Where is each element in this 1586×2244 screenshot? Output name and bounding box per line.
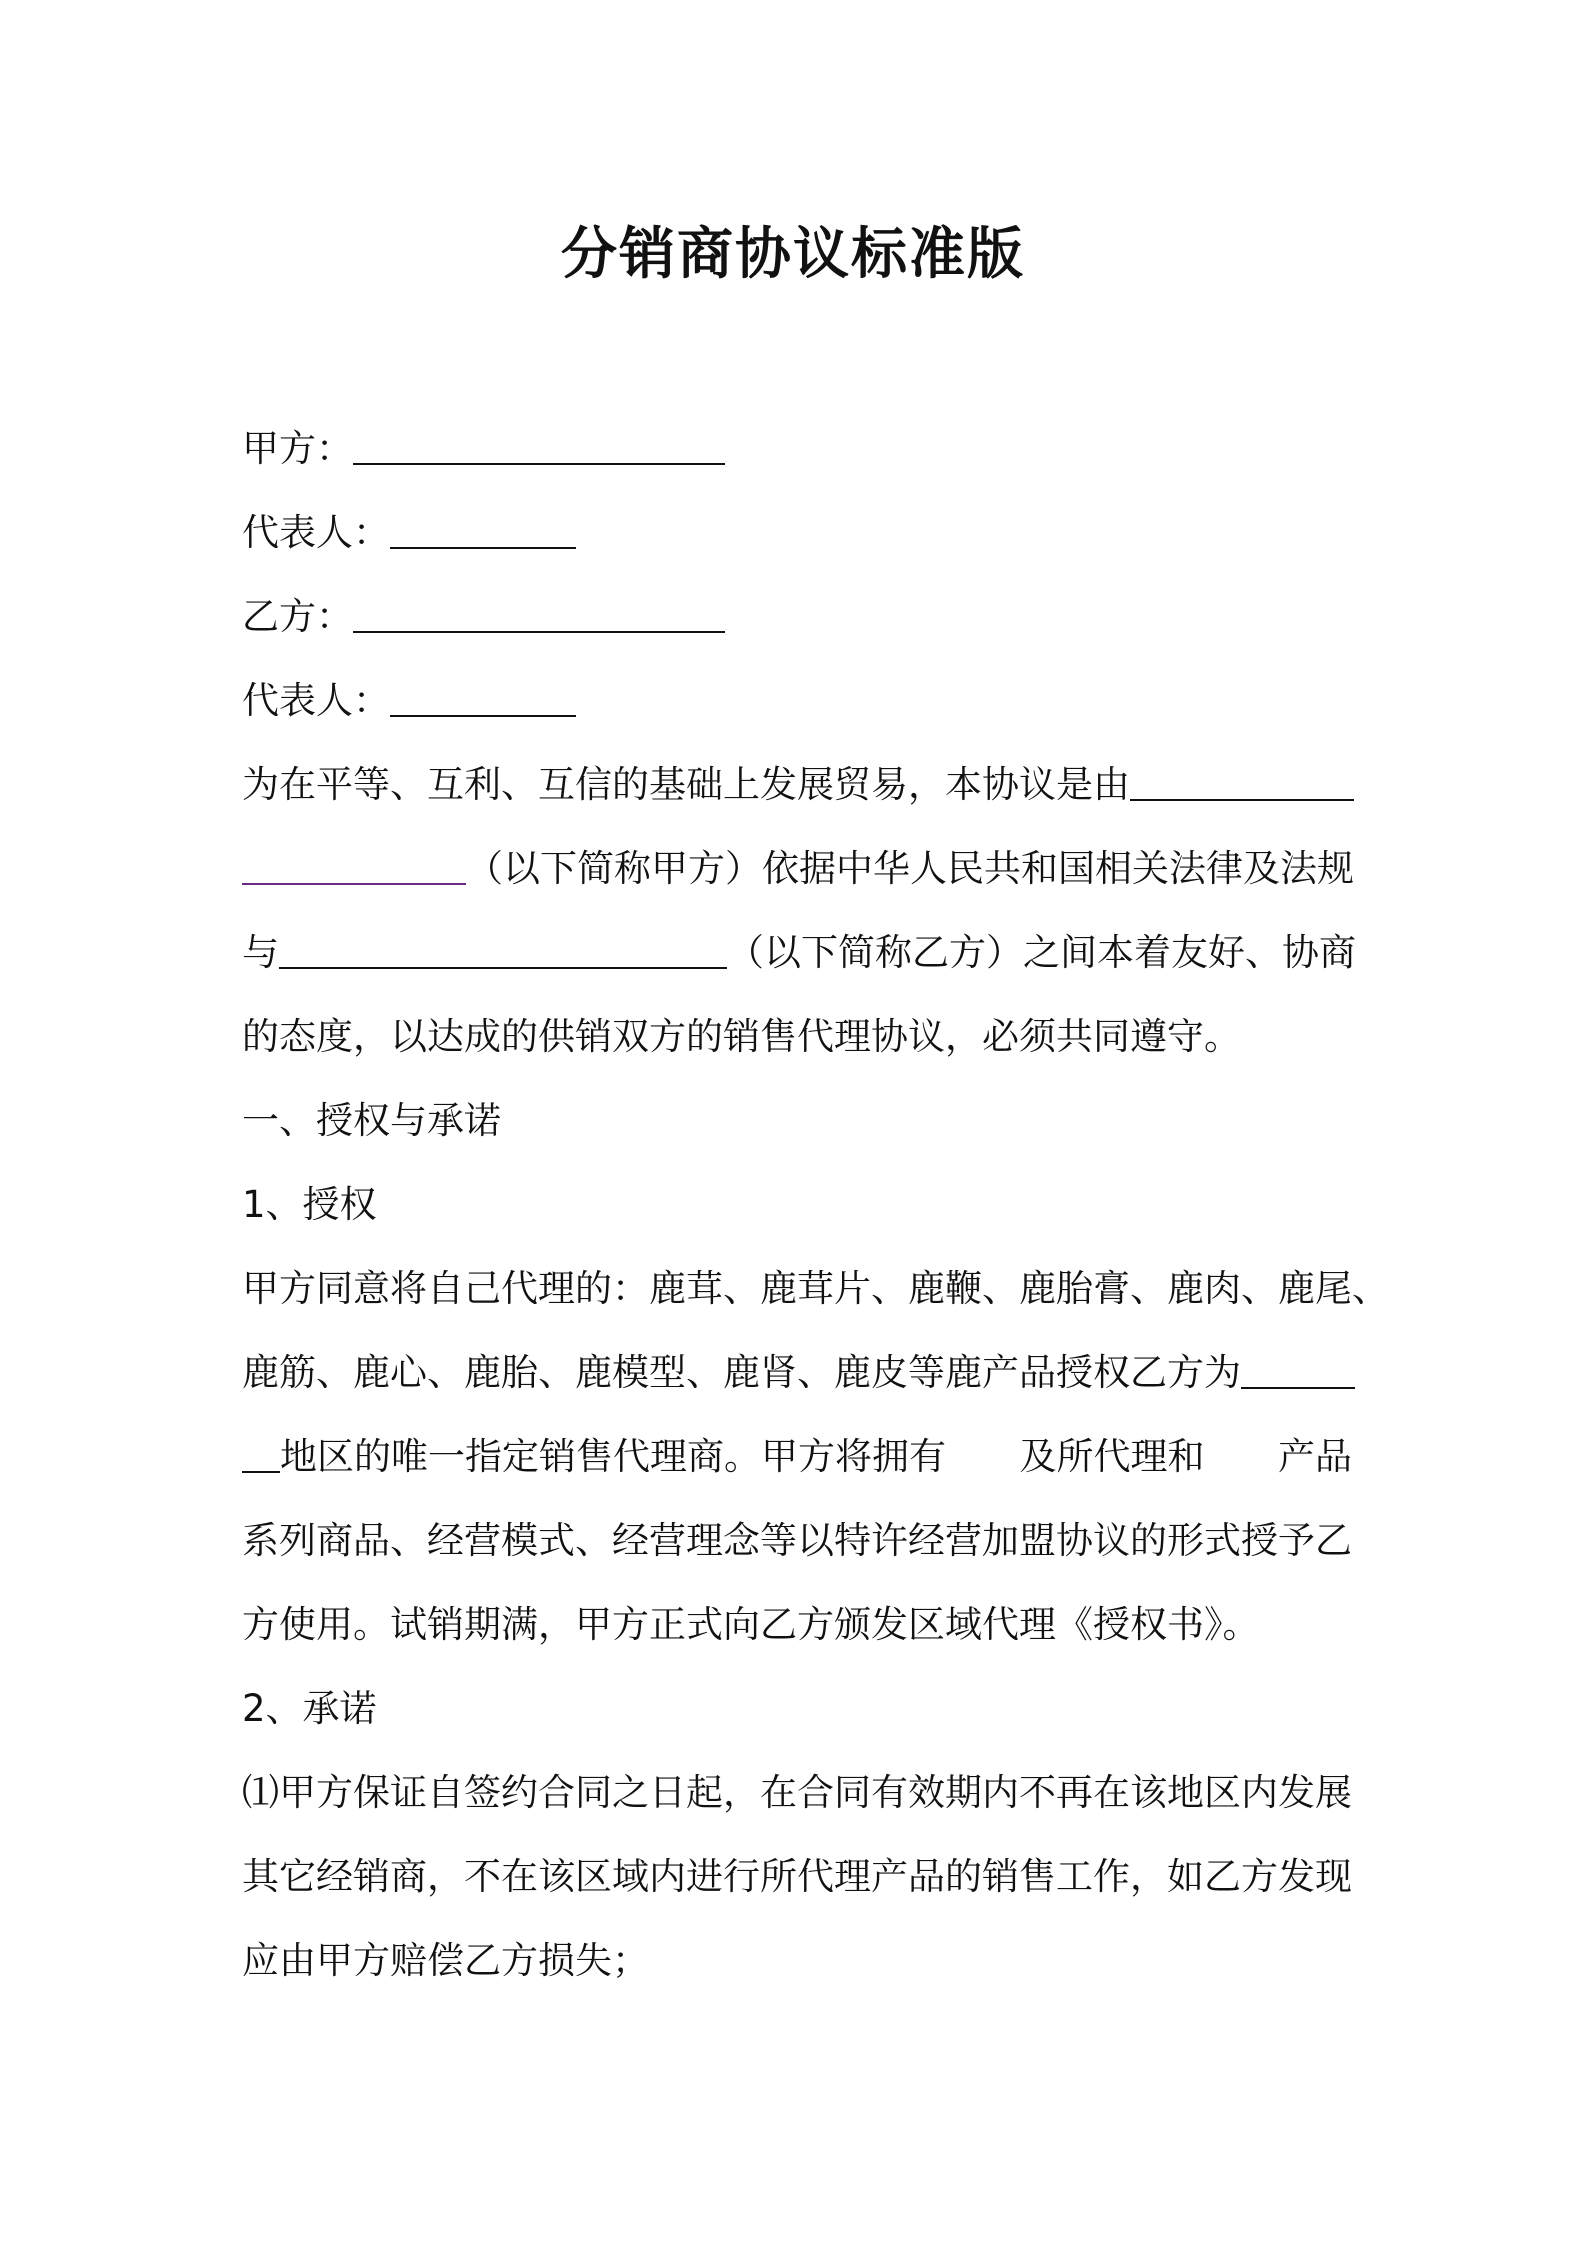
party-b-row xyxy=(242,575,1352,659)
document-title: 分销商协议标准版 xyxy=(561,222,1025,287)
preamble-line-4 xyxy=(242,995,1352,1079)
party-a-rep-label: 代表人： xyxy=(242,511,390,554)
preamble-blank-2 xyxy=(242,837,466,885)
commitment-line-2 xyxy=(242,1835,1352,1919)
authorization-text-4: 系列商品、经营模式、经营理念等以特许经营加盟协议的形式授予乙 xyxy=(242,1519,1352,1562)
commitment-text-1: ⑴甲方保证自签约合同之日起，在合同有效期内不再在该地区内发展 xyxy=(242,1771,1352,1814)
party-b-label: 乙方： xyxy=(242,595,353,638)
preamble-line-2 xyxy=(242,827,1352,911)
authorization-text-3b: 及所代理和 xyxy=(1019,1435,1205,1478)
preamble-blank-1 xyxy=(1130,753,1354,801)
authorization-text-2: 鹿筋、鹿心、鹿胎、鹿模型、鹿肾、鹿皮等鹿产品授权乙方为 xyxy=(242,1351,1241,1394)
party-a-label: 甲方： xyxy=(242,427,353,470)
region-blank xyxy=(1241,1341,1355,1389)
preamble-text-2: （以下简称甲方）依据中华人民共和国相关法律及法规 xyxy=(466,847,1354,890)
preamble-text-1: 为在平等、互利、互信的基础上发展贸易，本协议是由 xyxy=(242,763,1130,806)
authorization-line-2 xyxy=(242,1331,1352,1415)
authorization-heading xyxy=(242,1163,1352,1247)
preamble-text-4: 的态度，以达成的供销双方的销售代理协议，必须共同遵守。 xyxy=(242,1015,1241,1058)
region-blank-continued xyxy=(242,1425,280,1473)
authorization-line-5 xyxy=(242,1583,1352,1667)
authorization-line-4 xyxy=(242,1499,1352,1583)
authorization-heading-text: 1、授权 xyxy=(242,1183,377,1226)
authorization-text-1: 甲方同意将自己代理的：鹿茸、鹿茸片、鹿鞭、鹿胎膏、鹿肉、鹿尾、 xyxy=(242,1267,1389,1310)
authorization-text-3c: 产品 xyxy=(1278,1435,1352,1478)
commitment-heading xyxy=(242,1667,1352,1751)
party-b-blank xyxy=(353,585,725,633)
commitment-text-3: 应由甲方赔偿乙方损失； xyxy=(242,1939,649,1982)
authorization-text-3a: 地区的唯一指定销售代理商。甲方将拥有 xyxy=(280,1435,946,1478)
section-1-heading xyxy=(242,1079,1352,1163)
party-b-rep-blank xyxy=(390,669,576,717)
party-a-rep-blank xyxy=(390,501,576,549)
preamble-text-3a: 与 xyxy=(242,931,279,974)
party-a-rep-row xyxy=(242,491,1352,575)
party-b-rep-label: 代表人： xyxy=(242,679,390,722)
preamble-line-3 xyxy=(242,911,1356,995)
section-1-heading-text: 一、授权与承诺 xyxy=(242,1099,501,1142)
authorization-text-5: 方使用。试销期满，甲方正式向乙方颁发区域代理《授权书》。 xyxy=(242,1603,1260,1646)
authorization-line-1 xyxy=(242,1247,1389,1331)
party-a-blank xyxy=(353,417,725,465)
commitment-line-1 xyxy=(242,1751,1352,1835)
preamble-line-1 xyxy=(242,743,1352,827)
authorization-line-3 xyxy=(242,1415,1352,1499)
document-body xyxy=(242,407,1389,2003)
party-a-row xyxy=(242,407,1352,491)
party-b-rep-row xyxy=(242,659,1352,743)
commitment-heading-text: 2、承诺 xyxy=(242,1687,377,1730)
preamble-text-3b: （以下简称乙方）之间本着友好、协商 xyxy=(727,931,1356,974)
preamble-blank-3 xyxy=(279,921,727,969)
commitment-text-2: 其它经销商，不在该区域内进行所代理产品的销售工作，如乙方发现 xyxy=(242,1855,1352,1898)
commitment-line-3 xyxy=(242,1919,1352,2003)
